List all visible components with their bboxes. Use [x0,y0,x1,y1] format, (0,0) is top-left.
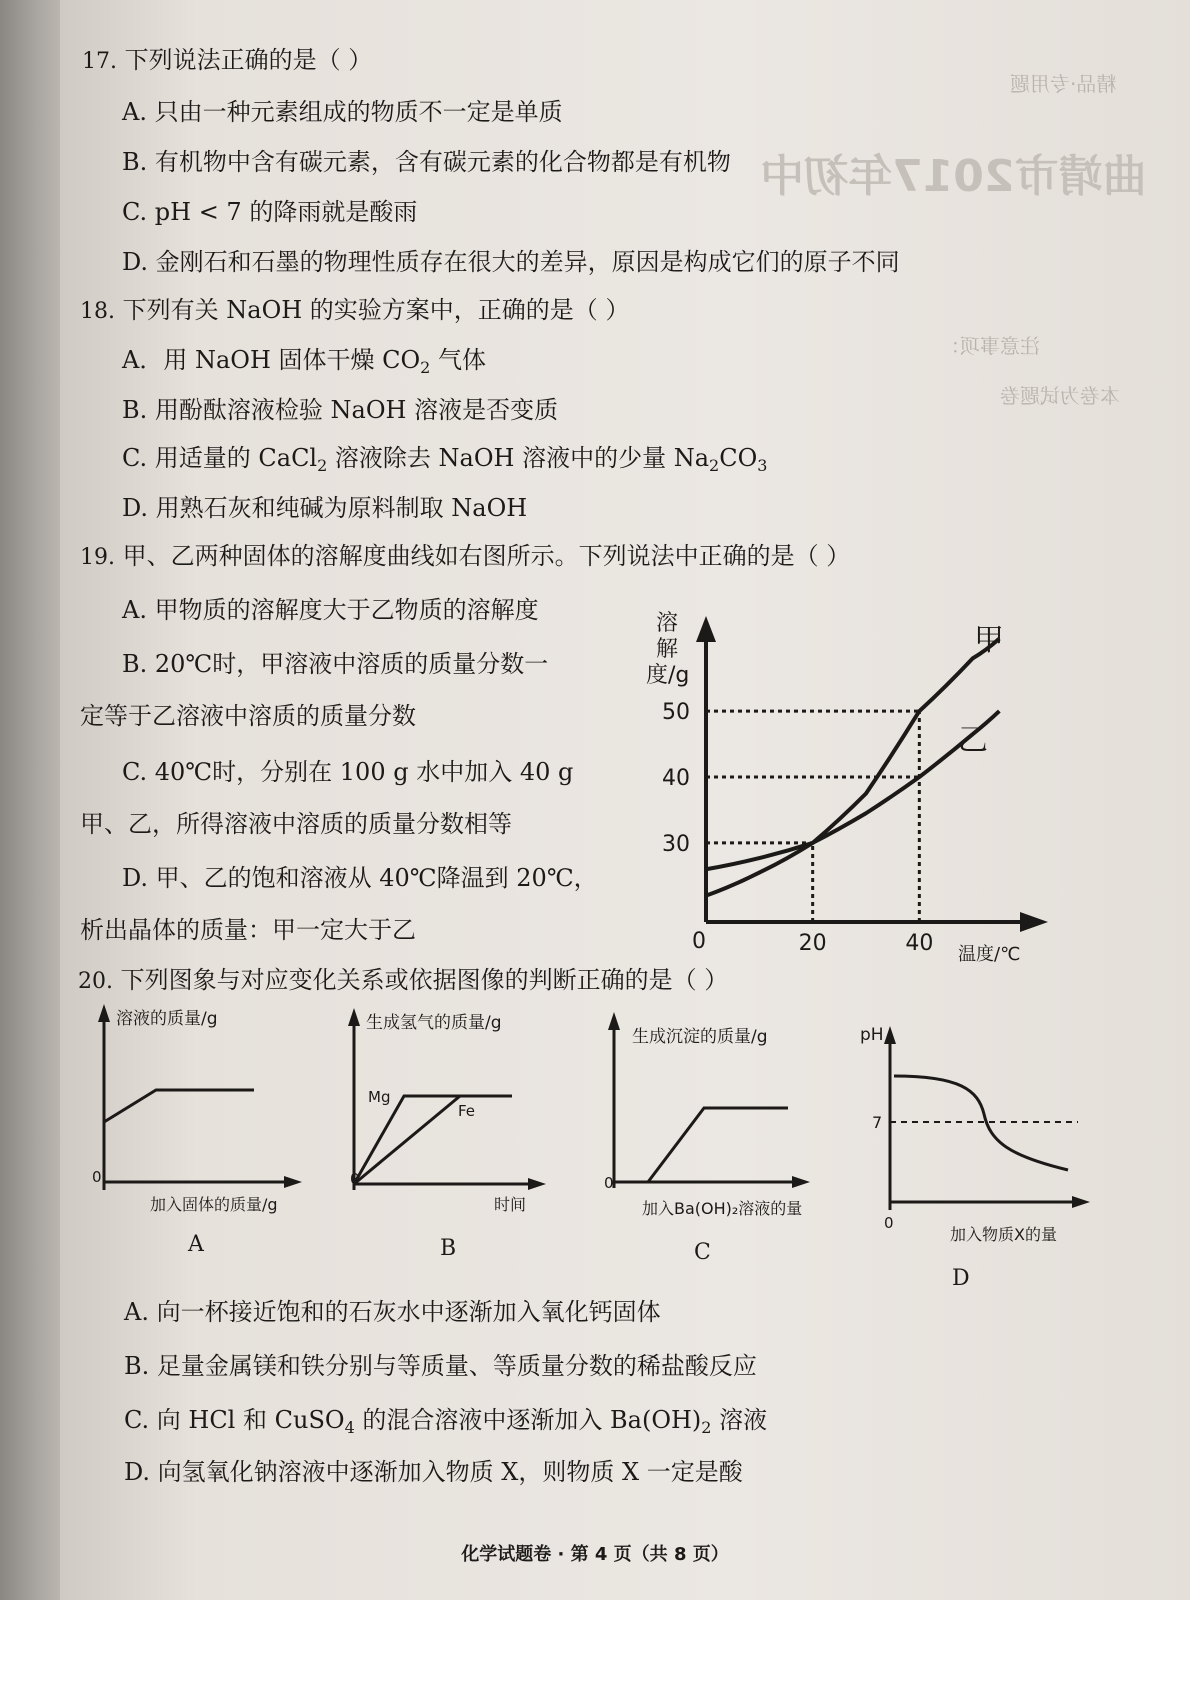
mg-label: Mg [368,1088,391,1106]
option-19d-line2: 析出晶体的质量：甲一定大于乙 [80,916,416,944]
option-18c [122,442,767,482]
option-18d: D. 用熟石灰和纯碱为原料制取 NaOH [122,494,528,522]
option-19c-line1: C. 40℃时，分别在 100 g 水中加入 40 g [122,758,574,786]
origin-label: 0 [350,1170,360,1188]
question-stem: 下列说法正确的是（ ） [124,46,373,74]
subscript: 2 [709,456,720,475]
page-footer: 化学试题卷 · 第 4 页（共 8 页） [461,1544,729,1565]
mg-line [354,1096,512,1184]
option-17d: D. 金刚石和石墨的物理性质存在很大的差异，原因是构成它们的原子不同 [122,248,900,276]
question-number: 17. [82,49,117,74]
graph-caption-b: B [440,1236,457,1261]
question-stem: 下列有关 NaOH 的实验方案中，正确的是（ ） [122,296,630,324]
question-number: 19. [80,545,115,570]
reference-lines [706,711,919,922]
question-number: 18. [80,299,115,324]
origin-label: 0 [604,1174,614,1192]
x-axis-arrow [284,1176,302,1188]
origin-label: 0 [884,1214,894,1232]
series-label-jia: 甲 [974,623,1004,658]
option-17c: C. pH < 7 的降雨就是酸雨 [122,198,418,226]
subscript: 2 [317,456,328,475]
question-20 [78,964,728,998]
origin-label: 0 [92,1168,102,1186]
option-text: 气体 [430,346,486,374]
option-17a: A. 只由一种元素组成的物质不一定是单质 [122,98,563,126]
option-20b: B. 足量金属镁和铁分别与等质量、等质量分数的稀盐酸反应 [124,1352,757,1380]
y-axis-arrow [696,616,716,642]
y-tick-label: 40 [662,766,690,791]
subscript: 4 [344,1418,355,1437]
x-axis-arrow [1020,912,1048,932]
x-tick-label: 20 [798,931,827,956]
curve-line [648,1108,788,1182]
option-19a: A. 甲物质的溶解度大于乙物质的溶解度 [122,596,539,624]
y-axis-label: pH [860,1025,884,1045]
graph-caption-c: C [694,1240,711,1265]
x-axis-arrow [792,1176,810,1188]
bleed-through-title: 曲靖市2017年初中 [760,151,1147,202]
option-20a: A. 向一杯接近饱和的石灰水中逐渐加入氧化钙固体 [124,1298,661,1326]
graph-c [600,1008,830,1188]
subscript: 2 [420,358,431,377]
graph-a [90,1000,330,1190]
solubility-chart [640,610,1060,970]
option-text: 的混合溶液中逐渐加入 Ba(OH) [354,1406,702,1434]
option-20d: D. 向氢氧化钠溶液中逐渐加入物质 X，则物质 X 一定是酸 [124,1458,743,1486]
series-line-jia [706,639,999,896]
bleed-through-text: 注意事项： [940,334,1040,358]
x-axis-label: 温度/℃ [958,944,1021,965]
option-text: CO [719,444,758,472]
tick-labels [662,700,933,956]
x-axis-label: 加入固体的质量/g [150,1195,278,1214]
y-axis-label: 溶液的质量/g [116,1009,218,1029]
x-axis-arrow [1072,1196,1090,1208]
y-axis-arrow [884,1026,896,1044]
question-stem: 甲、乙两种固体的溶解度曲线如右图所示。下列说法中正确的是（ ） [122,542,851,570]
origin-label: 0 [692,929,706,954]
question-19 [80,540,850,574]
graph-d [860,1020,1100,1210]
y-axis-label: 度/g [646,663,690,688]
curve-line [104,1090,254,1122]
series-line-yi [706,711,999,869]
graph-caption-a: A [188,1232,204,1257]
graph-b [340,1004,560,1190]
x-axis-label: 时间 [494,1195,527,1214]
option-17b: B. 有机物中含有碳元素，含有碳元素的化合物都是有机物 [122,148,731,176]
option-19c-line2: 甲、乙，所得溶液中溶质的质量分数相等 [80,810,512,838]
option-19b-line1: B. 20℃时，甲溶液中溶质的质量分数一 [122,650,549,678]
subscript: 3 [757,456,768,475]
x-axis-label: 加入Ba(OH)₂溶液的量 [642,1199,803,1218]
option-text: 溶液除去 NaOH 溶液中的少量 Na [327,444,710,472]
y-axis-label: 解 [656,637,679,662]
fe-label: Fe [458,1102,476,1120]
ph-7-label: 7 [872,1113,883,1132]
option-text: A．用 NaOH 固体干燥 CO [122,346,421,374]
y-axis-label: 生成氢气的质量/g [366,1013,502,1033]
series-label-yi: 乙 [958,723,988,758]
question-17 [82,44,372,78]
y-axis-label: 生成沉淀的质量/g [632,1027,768,1047]
option-18a [122,344,486,384]
y-axis-arrow [608,1012,620,1030]
option-text: 溶液 [711,1406,768,1434]
y-axis-label: 溶 [656,611,679,636]
y-tick-label: 50 [662,700,690,726]
option-19b-line2: 定等于乙溶液中溶质的质量分数 [80,702,416,730]
y-tick-label: 30 [662,831,690,857]
graph-caption-d: D [952,1266,970,1291]
question-number: 20. [78,969,113,994]
question-18 [80,294,629,328]
option-18b: B. 用酚酞溶液检验 NaOH 溶液是否变质 [122,396,559,424]
x-tick-label: 40 [905,931,934,956]
bleed-through-text: 精品·专用题 [1010,72,1117,96]
bottom-margin [0,1600,1190,1684]
series [706,639,999,896]
option-19d-line1: D. 甲、乙的饱和溶液从 40℃降温到 20℃， [122,864,598,892]
bleed-through-text: 本卷为试题卷 [1000,384,1120,408]
option-text: C. 用适量的 CaCl [122,444,318,472]
x-axis-label: 加入物质X的量 [950,1225,1057,1244]
x-axis-arrow [528,1178,546,1190]
fe-line [354,1096,460,1184]
y-axis-arrow [98,1004,110,1022]
option-text: C. 向 HCl 和 CuSO [124,1406,345,1434]
question-stem: 下列图象与对应变化关系或依据图像的判断正确的是（ ） [120,966,729,994]
subscript: 2 [701,1418,712,1437]
option-20c [124,1404,767,1444]
y-axis-arrow [348,1008,360,1026]
